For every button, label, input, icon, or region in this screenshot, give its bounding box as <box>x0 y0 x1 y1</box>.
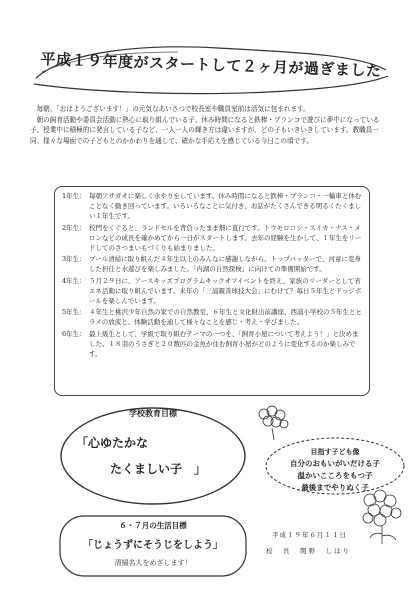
ideal-child-heading: 目指す子ども像 <box>310 448 360 456</box>
grade-text: 校門をくぐると、ランドセルを背負ったまま畑に直行です。トウモロコシ・スイカ・ナス・メロンなどの成長を確かめてから一日がスタートします。去年の経験を生かして、１年生をリードしてのさつまいもづくりも始まりました。 <box>89 223 362 253</box>
grade-text: 毎朝アサガオに楽しく水やりをしています。休み時間になると鉄棒・ブランコ・一輪車と休むことなく動き回っています。いろいろなことに気付き、お話がたくさんできる明るくたくましい１年生です。 <box>89 192 362 221</box>
intro-paragraph: 朝の飼育活動や委員会活動に熱心に取り組んでいる子、休み時間になると鉄棒・ブランコで遊びに夢中になっている子、授業中に積極的に発言している子など、一人一人の輝き方は違いますが、どの子もいきいきしています。教職員一同、様々な場面での子どもとのかかわりを通して、確かな手応えを感じている今日この頃です。 <box>30 115 380 145</box>
school-goal-line-2: たくましい子 」 <box>110 462 207 476</box>
grade-report-3 <box>62 254 362 274</box>
monthly-goal-box <box>58 514 248 578</box>
issue-date: 平成１９年６月１１日 <box>272 531 347 539</box>
ideal-child-line: 温かいこころをもつ子 <box>297 471 373 480</box>
grade-report-2 <box>62 223 362 254</box>
intro-text <box>30 104 390 146</box>
monthly-goal-title: ６・７月の生活目標 <box>119 521 187 530</box>
ideal-child-line: 自分のおもいがいだける子 <box>290 459 380 468</box>
grade-report-5 <box>62 307 362 327</box>
grade-report-1 <box>62 191 362 222</box>
grade-label: 4年生： <box>62 276 86 285</box>
school-goal-line-1: 「心ゆたかな <box>76 436 149 450</box>
monthly-goal-text: 「じょうずにそうじをしよう」 <box>83 540 223 551</box>
title-banner <box>28 40 394 98</box>
monthly-goal-note: 清掃名人をめざします！ <box>114 559 192 567</box>
grade-reports-box <box>54 186 370 396</box>
grade-label: 6年生： <box>62 329 86 338</box>
hydrangea-cluster-icon <box>356 488 410 548</box>
school-goal-heading: 学校教育目標 <box>129 409 177 418</box>
grade-text: プール清掃に取り組んだ４年生以上のみんなに感謝しながら、トップバッターで、河童に変身した担任と水遊びを楽しみました。「内湖の自然探検」に向けての準備開始です。 <box>89 255 361 274</box>
grade-label: 5年生： <box>62 308 86 317</box>
school-goal-oval <box>58 402 248 506</box>
page-title: 平成１９年度がスタートして２ヶ月が過ぎました <box>40 50 382 80</box>
grade-label: 3年生： <box>62 255 86 264</box>
grade-report-6 <box>62 329 362 360</box>
grade-text: ４年生と桃沢少年自然の家での自然教室、６年生と文化財出前講座、西浦小学校の５年生とヒラメの放流と、体験活動を通して様々なことを感じ・考え・学びました。 <box>89 308 362 327</box>
grade-text: 最上級生として、学級で取り組むテーマの一つを、「飼育小屋について考えよう！」と決めました。１８羽のうさぎと２０数匹の金魚が住む飼育小屋がどのように変化するのか楽しみです。 <box>89 329 359 359</box>
ideal-child-line: 最後までやりぬく子 <box>301 483 369 492</box>
grade-label: 2年生： <box>62 223 86 232</box>
ideal-child-oval <box>264 436 406 496</box>
grade-report-4 <box>62 276 362 307</box>
grade-label: 1年生： <box>62 192 86 200</box>
grade-text: ５月２９日に、アースキッズプログラムキックオフイベントを終え、家族のリーダーとして省エネ活動に取り組んでいます。来年の「三浦親善球技大会」にむけて？毎日５年生とドッジボールを楽しんでいます。 <box>89 276 362 306</box>
ideal-child-text <box>264 446 406 494</box>
principal-signature: 校 長 関野 しほり <box>266 547 351 555</box>
intro-paragraph: 毎朝、「おはようございます！」の元気なあいさつで校長室や職員室前は活気に包まれます。 <box>36 105 310 113</box>
